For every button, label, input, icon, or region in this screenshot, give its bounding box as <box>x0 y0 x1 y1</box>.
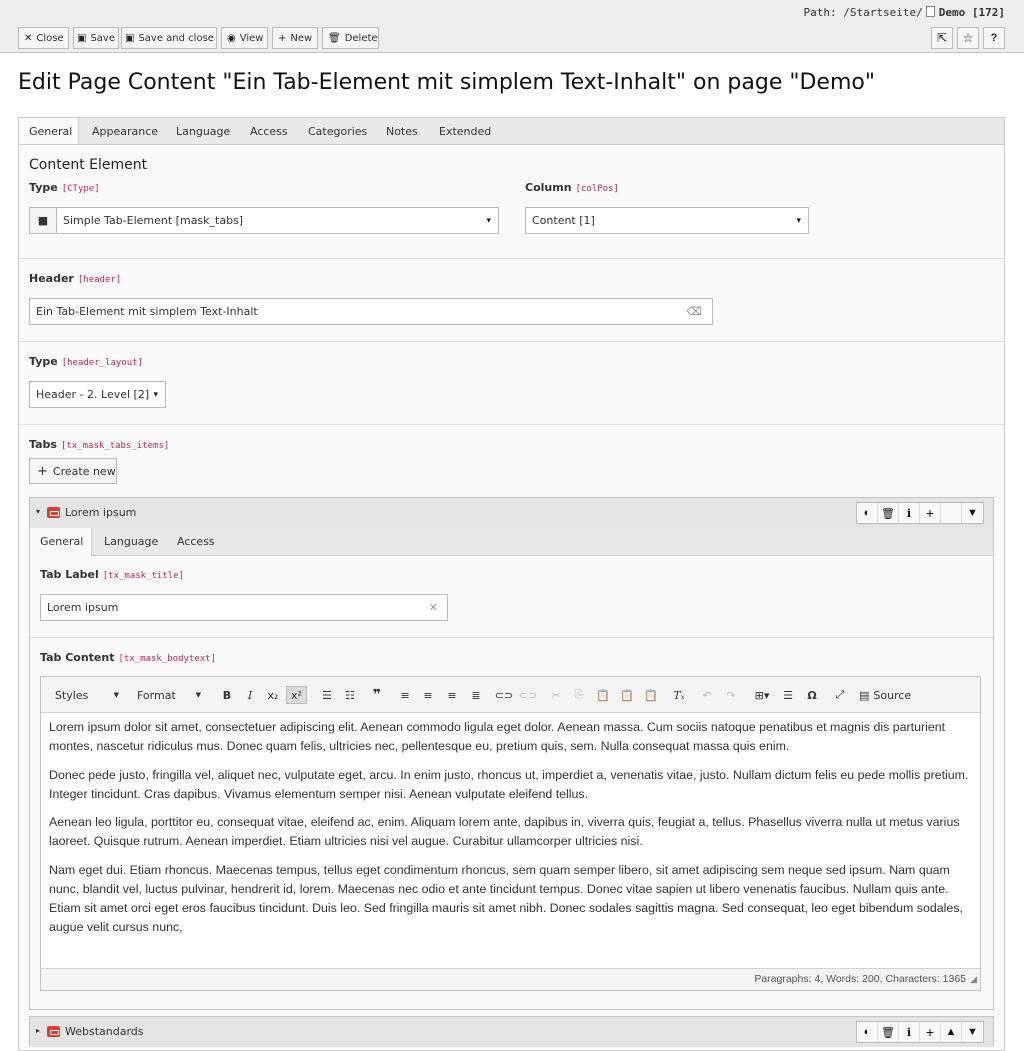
inline-tab-language[interactable]: Language <box>104 535 159 548</box>
styles-dropdown[interactable] <box>49 686 125 704</box>
align-right-icon[interactable]: ≡ <box>447 688 457 702</box>
folder-icon: ■ <box>30 208 57 233</box>
tab-label-input[interactable] <box>40 594 448 621</box>
create-new-button[interactable] <box>29 458 117 484</box>
inline-record-lorem-ipsum <box>29 497 994 1010</box>
superscript-icon[interactable]: x² <box>286 686 307 704</box>
mask-element-icon <box>47 1026 60 1037</box>
chevron-down-icon: ▾ <box>796 215 801 226</box>
clear-field-icon[interactable]: ⌫ <box>686 305 702 318</box>
styles-label: Styles <box>55 688 89 702</box>
header-label <box>29 272 121 285</box>
tab-label-value: Lorem ipsum <box>47 601 119 614</box>
help-icon: ? <box>990 32 998 44</box>
tab-access[interactable]: Access <box>250 125 288 138</box>
path-label: Path: /Startseite/ <box>803 6 923 19</box>
plus-icon[interactable]: + <box>920 503 941 523</box>
trash-icon[interactable]: 🗑 <box>878 1022 899 1042</box>
word-count: Paragraphs: 4, Words: 200, Characters: 1365 <box>754 973 966 985</box>
chevron-down-icon: ▼ <box>113 691 119 699</box>
close-label: Close <box>36 32 64 44</box>
new-button[interactable] <box>272 27 318 49</box>
tab-content-code: [tx_mask_bodytext] <box>118 654 217 664</box>
plus-icon[interactable]: + <box>920 1022 941 1042</box>
close-icon: ✕ <box>24 32 33 44</box>
align-left-icon[interactable]: ≡ <box>400 688 410 702</box>
page-title: Edit Page Content "Ein Tab-Element mit simplem Text-Inhalt" on page "Demo" <box>18 70 875 95</box>
remove-format-icon[interactable]: Tₓ <box>673 688 685 702</box>
rte-toolbar <box>41 677 980 713</box>
external-link-icon: ⇱ <box>936 31 948 45</box>
cut-icon[interactable]: ✂ <box>551 688 561 702</box>
tabs-code: [tx_mask_tabs_items] <box>60 441 170 451</box>
source-icon: ▤ <box>859 688 870 702</box>
move-down-icon[interactable]: ▼ <box>967 1026 978 1038</box>
paragraph: Nam eget dui. Etiam rhoncus. Maecenas tempus, tellus eget condimentum rhoncus, sem quam semper libero, sit amet adipiscing sem neque sed ipsum. Nam quam nunc, blandit vel, luctus pulvinar, hendrerit id, lorem. Maecenas nec odio et ante tincidunt tempus. Donec vitae sapien ut libero venenatis faucibus. Nullam quis ante. Etiam sit amet orci eget eros faucibus tincidunt. Duis leo. Sed fringilla mauris sit amet nibh. Donec sodales sagittis magna. Sed consequat, leo eget bibendum sodales, augue velit cursus nunc, <box>49 862 963 934</box>
redo-icon[interactable]: ↷ <box>726 688 736 702</box>
move-down-icon[interactable]: ▼ <box>967 507 978 519</box>
rte-content[interactable] <box>49 718 974 946</box>
delete-label: Delete <box>344 32 378 44</box>
tab-extended[interactable]: Extended <box>439 125 492 138</box>
format-label: Format <box>137 688 176 702</box>
header-label-text: Header <box>29 272 74 285</box>
divider <box>19 341 1004 342</box>
paste-icon[interactable]: 📋 <box>596 688 610 702</box>
type-label-text: Type <box>29 181 58 194</box>
header-code: [header] <box>77 275 122 285</box>
unlink-icon[interactable]: ⊂⊃ <box>518 688 538 702</box>
page-icon <box>926 6 935 17</box>
header-layout-label <box>29 355 143 368</box>
divider <box>30 637 993 638</box>
paragraph: Donec pede justo, fringilla vel, aliquet nec, vulputate eget, arcu. In enim justo, rhoncus ut, imperdiet a, venenatis vitae, justo. Nullam dictum felis eu pede mollis pretium. Integer tincidunt. Cras dapibus. Vivamus elementum semper nisi. Aenean vulputate eleifend tellus. <box>49 767 969 801</box>
column-code: [colPos] <box>575 184 619 194</box>
chevron-down-icon: ▾ <box>153 389 158 400</box>
colpos-value: Content [1] <box>532 214 595 227</box>
inline-tab-general[interactable]: General <box>30 528 92 557</box>
tab-label-code: [tx_mask_title] <box>102 571 185 581</box>
tab-label-label-text: Tab Label <box>40 568 99 581</box>
paragraph: Lorem ipsum dolor sit amet, consectetuer adipiscing elit. Aenean commodo ligula eget dolor. Aenean massa. Cum sociis natoque penatibus et magnis dis parturient montes, nascetur ridiculus mus. Donec quam felis, ultricies nec, pellentesque eu, pretium quis, sem. Nulla consequat massa quis enim. <box>49 720 946 753</box>
inline-tab-access[interactable]: Access <box>177 535 215 548</box>
inline-record-title: Lorem ipsum <box>65 506 137 519</box>
column-label <box>525 181 619 194</box>
tab-notes[interactable]: Notes <box>386 125 418 138</box>
record-controls <box>856 1021 984 1043</box>
bold-icon[interactable]: B <box>222 688 232 702</box>
toggle-icon[interactable]: ◐ <box>857 1022 878 1042</box>
divider <box>19 424 1004 425</box>
tab-content-label-text: Tab Content <box>40 651 115 664</box>
save-close-icon: ▣ <box>125 32 135 44</box>
tab-label-label <box>40 568 184 581</box>
inline-record-webstandards <box>29 1016 994 1046</box>
subscript-icon[interactable]: x₂ <box>267 688 279 702</box>
tab-general[interactable]: General <box>18 118 79 147</box>
chevron-down-icon: ▾ <box>486 215 491 226</box>
ctype-value: Simple Tab-Element [mask_tabs] <box>63 214 244 227</box>
header-layout-label-text: Type <box>29 355 58 368</box>
plus-icon: + <box>278 32 287 44</box>
info-icon[interactable]: i <box>899 503 920 523</box>
tab-categories[interactable]: Categories <box>308 125 368 138</box>
paste-text-icon[interactable]: 📋 <box>620 688 634 702</box>
help-button[interactable] <box>983 27 1005 49</box>
inline-tab-panel <box>30 556 993 1009</box>
source-label: Source <box>873 688 912 702</box>
header-value: Ein Tab-Element mit simplem Text-Inhalt <box>36 305 258 318</box>
type-label <box>29 181 100 194</box>
paste-word-icon[interactable]: 📋 <box>644 688 658 702</box>
save-icon: ▣ <box>77 32 87 44</box>
horizontal-rule-icon[interactable]: ☰ <box>783 688 793 702</box>
copy-icon[interactable]: ⎘ <box>574 688 584 701</box>
clear-icon[interactable]: ✕ <box>428 601 438 614</box>
section-heading: Content Element <box>29 157 148 173</box>
inline-tabs <box>30 528 993 556</box>
tab-appearance[interactable]: Appearance <box>92 125 159 138</box>
expand-caret-icon[interactable]: ▸ <box>36 1026 41 1035</box>
mask-element-icon <box>47 507 60 518</box>
info-icon[interactable]: i <box>899 1022 920 1042</box>
table-icon[interactable]: ⊞▾ <box>754 688 770 702</box>
trash-icon: 🗑 <box>328 32 341 44</box>
tab-language[interactable]: Language <box>176 125 231 138</box>
header-layout-select[interactable] <box>29 381 166 408</box>
header-layout-value: Header - 2. Level [2] <box>36 388 150 401</box>
close-button[interactable] <box>18 27 69 49</box>
save-and-close-button[interactable] <box>121 27 217 49</box>
resize-handle-icon[interactable]: ◢ <box>970 974 977 984</box>
inline-record-header[interactable] <box>30 498 993 528</box>
type-code: [CType] <box>61 184 100 194</box>
page-path <box>804 6 1005 19</box>
ctype-select[interactable] <box>29 207 499 234</box>
new-label: New <box>290 32 313 44</box>
path-page[interactable]: Demo [172] <box>938 6 1005 19</box>
tabs-label-text: Tabs <box>29 438 57 451</box>
header-layout-code: [header_layout] <box>61 358 143 368</box>
maximize-icon[interactable]: ⤢ <box>835 688 845 701</box>
ordered-list-icon[interactable]: ☰ <box>322 688 332 702</box>
rich-text-editor <box>40 676 981 991</box>
header-input[interactable] <box>29 298 713 325</box>
unordered-list-icon[interactable]: ☷ <box>345 688 355 702</box>
form-tabs <box>18 117 1005 145</box>
colpos-select[interactable] <box>525 207 809 234</box>
divider <box>19 258 1004 259</box>
undo-icon[interactable]: ↶ <box>702 688 712 702</box>
paragraph: Aenean leo ligula, porttitor eu, consequat vitae, eleifend ac, enim. Aliquam lorem ante, dapibus in, viverra quis, feugiat a, tellus. Phasellus viverra nulla ut metus varius laoreet. Quisque rutrum. Aenean imperdiet. Etiam ultricies nisi vel augue. Curabitur ullamcorper ultricies nisi. <box>49 815 960 848</box>
view-button[interactable] <box>221 27 268 49</box>
view-label: View <box>239 32 264 44</box>
justify-icon[interactable]: ≣ <box>471 688 481 702</box>
module-docheader <box>0 0 1024 53</box>
form-panel <box>18 144 1005 1051</box>
toggle-icon[interactable]: ◐ <box>857 503 878 523</box>
align-center-icon[interactable]: ≡ <box>423 688 433 702</box>
move-up-icon[interactable]: ▲ <box>941 1022 962 1042</box>
format-dropdown[interactable] <box>131 686 207 704</box>
delete-button[interactable] <box>322 27 379 49</box>
italic-icon[interactable]: I <box>247 688 253 702</box>
open-new-window-button[interactable] <box>931 27 953 49</box>
record-controls <box>856 502 984 524</box>
save-label: Save <box>90 32 115 44</box>
rte-statusbar <box>41 968 980 990</box>
create-new-label: Create new <box>52 464 116 478</box>
source-button[interactable] <box>859 686 915 704</box>
chevron-down-icon: ▼ <box>195 691 201 699</box>
trash-icon[interactable]: 🗑 <box>878 503 899 523</box>
inline-record-header[interactable] <box>30 1017 993 1047</box>
tab-content-label <box>40 651 216 664</box>
blockquote-icon[interactable]: ❞ <box>372 687 382 703</box>
link-icon[interactable]: ⊂⊃ <box>494 688 514 702</box>
inline-record-title: Webstandards <box>65 1025 144 1038</box>
star-icon: ☆ <box>962 31 974 45</box>
eye-icon: ◉ <box>227 32 236 44</box>
move-up-placeholder <box>941 503 962 523</box>
column-label-text: Column <box>525 181 572 194</box>
bookmark-button[interactable] <box>957 27 979 49</box>
tabs-label <box>29 438 169 451</box>
collapse-caret-icon[interactable]: ▾ <box>36 507 41 516</box>
save-button[interactable] <box>73 27 119 49</box>
save-close-label: Save and close <box>138 32 214 44</box>
plus-icon: + <box>37 463 48 479</box>
special-char-icon[interactable]: Ω <box>807 688 817 702</box>
